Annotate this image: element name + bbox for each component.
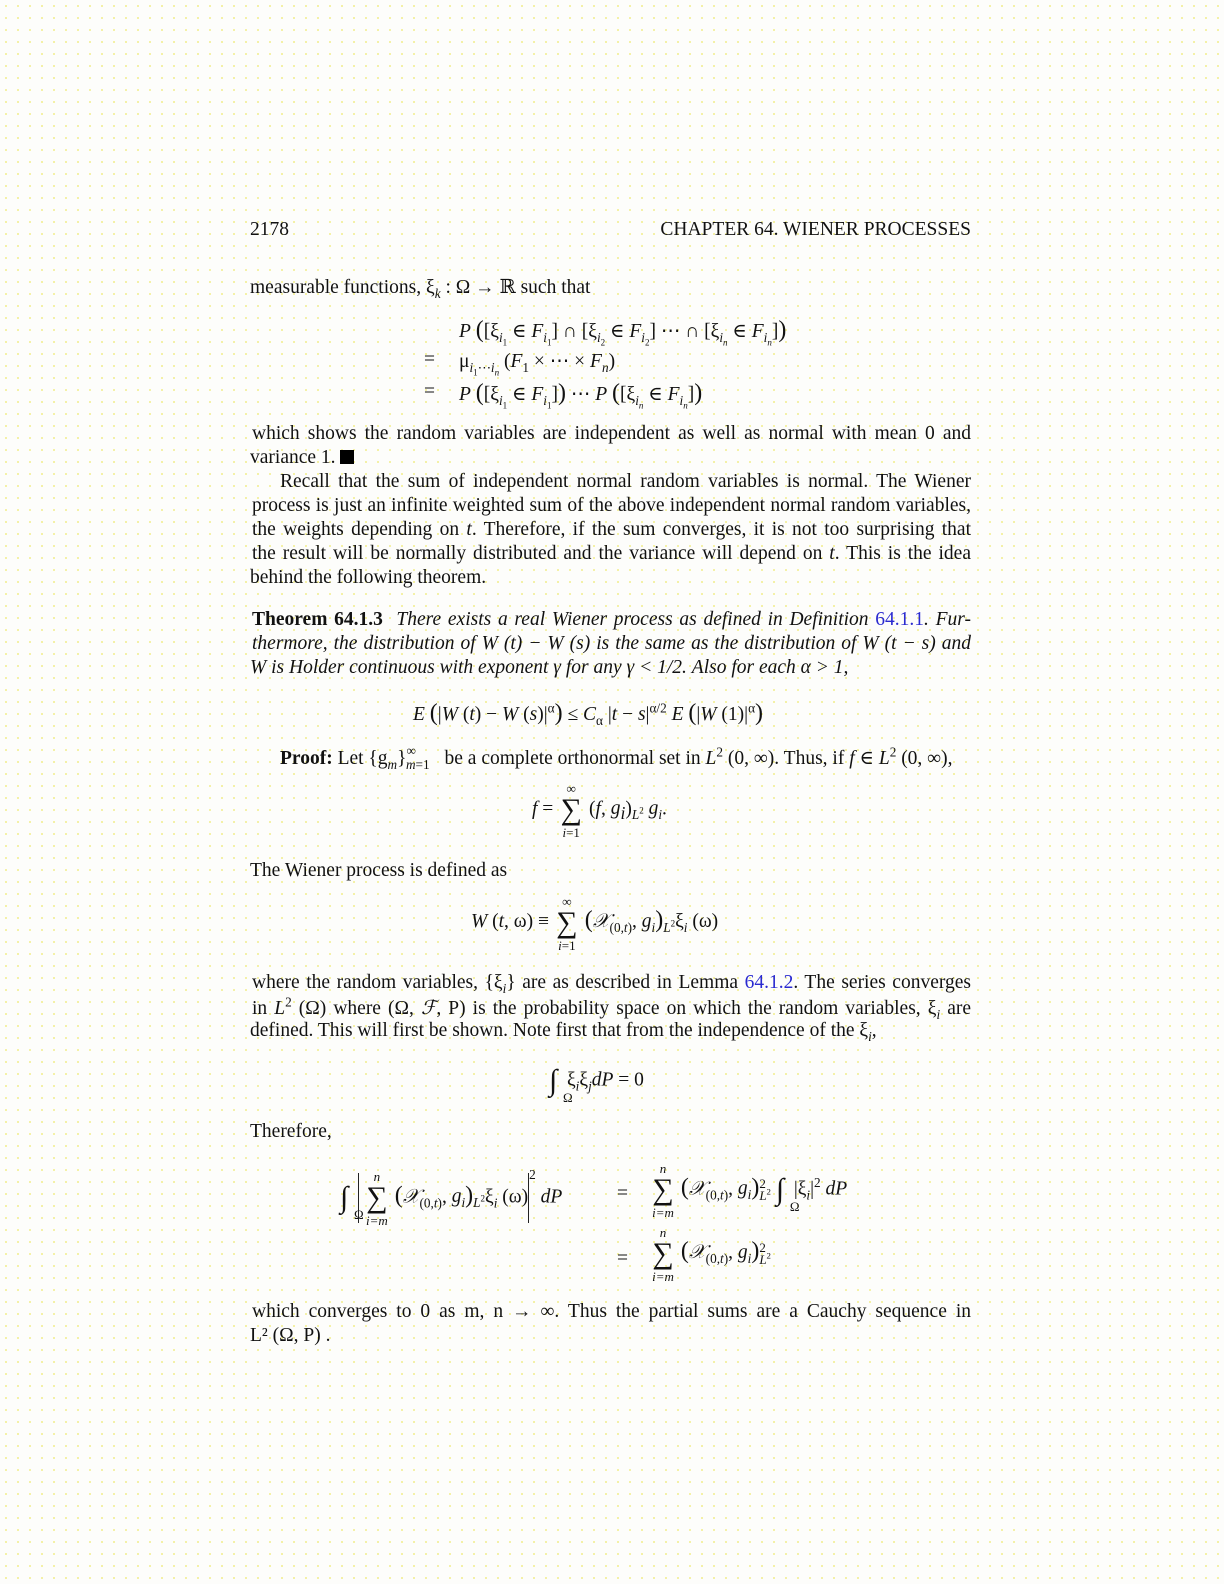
- intro-text: measurable functions,: [250, 277, 426, 298]
- proof-text-b: be a complete orthonormal set in: [439, 748, 706, 769]
- equation-orthogonality: ∫ Ω $\xi_i\xi_jdP = 0$: [549, 1064, 644, 1105]
- para3-line2a: in: [252, 998, 275, 1019]
- para1-line2-text: variance 1.: [250, 447, 336, 468]
- para2-line2: process is just an infinite weighted sum of the above independent normal random variables,: [252, 495, 971, 516]
- para1-line2: [250, 447, 354, 469]
- eq1-row2: $\mu_{i_1\cdots i_n}$ ($F_1$ × ⋯ × $F_n$): [459, 351, 616, 378]
- proof-text-a: Let {g: [332, 748, 388, 769]
- therefore-text: Therefore,: [250, 1121, 332, 1142]
- sum-symbol-icon: n ∑ i=m: [365, 1169, 388, 1228]
- para2-line4a: the result will be normally distributed and the variance will depend on: [252, 543, 830, 564]
- para2-line3a: the weights depending on: [252, 519, 467, 540]
- para3-line2b: where (Ω,: [326, 998, 421, 1019]
- para3-line1c: . The series converges: [793, 972, 971, 993]
- theorem-text-1a: There exists a real Wiener process as defined in Definition: [396, 609, 876, 630]
- integral-symbol-icon: ∫ Ω: [775, 1173, 800, 1214]
- cauchy-rhs-1: n ∑ i=m (𝒳$_{(0,t)}$, $g_i)2$ $L^2$ ∫ Ω $|\xi_i|^2$ dP: [650, 1173, 847, 1207]
- para1-line1: which shows the random variables are independent as well as normal with mean 0 and: [252, 423, 971, 444]
- theorem-line3: W is Holder continuous with exponent γ for any γ < 1/2. Also for each α > 1,: [250, 657, 849, 678]
- para2-line1: Recall that the sum of independent normal random variables is normal. The Wiener: [280, 471, 971, 492]
- para2-line5: behind the following theorem.: [250, 567, 487, 588]
- integral-symbol-icon: ∫ Ω: [549, 1064, 573, 1105]
- eq1-equals-1: =: [424, 349, 435, 370]
- para3-line1a: where the random variables, {ξ: [252, 972, 503, 993]
- definition-link[interactable]: 64.1.1: [875, 609, 925, 630]
- chapter-title: CHAPTER 64. WIENER PROCESSES: [660, 219, 971, 240]
- sum-symbol-icon: n ∑ i=m: [652, 1161, 674, 1220]
- proof-text-c: . Thus, if: [774, 748, 850, 769]
- eq1-row1: P ([$\xi_{i_1}$ ∈ $F_{i_1}$] ∩ [$\xi_{i_2}$ ∈ $F_{i_2}$] ⋯ ∩ [$\xi_{i_n}$ ∈ $F_{i_n}$]): [459, 317, 787, 348]
- para3-line1: where the random variables, $\{\xi_i\}$ are as described in Lemma 64.1.2. The series converges: [252, 972, 971, 996]
- proof-label: Proof:: [280, 748, 333, 769]
- para2-line3: the weights depending on t. Therefore, if the sum converges, it is not too surprising that: [252, 519, 972, 540]
- cauchy-rhs-2: n ∑ i=m (𝒳$_{(0,t)}$, $g_i)2$ $L^2$: [650, 1238, 771, 1269]
- intro-text-after: such that: [515, 277, 591, 298]
- para4-line2: L² (Ω, P) .: [250, 1325, 331, 1346]
- equation-wiener-definition: W (t, ω) ≡ ∞ ∑ i=1 (𝒳$_{(0,t)}$, $g_i)_{L^2}\xi_i$ (ω): [471, 893, 719, 953]
- para3-line1b: } are as described in Lemma: [506, 972, 745, 993]
- eq1-row3: P ([$\xi_{i_1}$ ∈ $F_{i_1}$]) ⋯ P ([$\xi_{i_n}$ ∈ $F_{i_n}$]): [459, 380, 703, 411]
- theorem-line1: [252, 609, 971, 631]
- theorem-text-1b: . Fur-: [924, 609, 971, 630]
- para2-line3b: . Therefore, if the sum converges, it is not too surprising that: [471, 519, 972, 540]
- para2-line4b: . This is the idea: [834, 543, 971, 564]
- cauchy-equals-2: =: [617, 1248, 628, 1269]
- sum-symbol-icon: ∞ ∑ i=1: [560, 781, 582, 840]
- theorem-line2: thermore, the distribution of W (t) − W (s) is the same as the distribution of W (t − s) and: [252, 633, 971, 654]
- para3-line2: in $L^2$ (Ω) where (Ω, ℱ, P) is the probability space on which the random variables, $\xi_i$ are: [252, 994, 971, 1022]
- equation-moment-bound: E (|W (t) − W $(s)|^\alpha) \le C_\alpha$ $|t - s|^{\alpha/2}$ E (|W $(1)|^\alpha$): [413, 700, 764, 728]
- para3-line2d: are: [940, 998, 971, 1019]
- para4-line1: which converges to 0 as m, n → ∞. Thus the partial sums are a Cauchy sequence in: [252, 1301, 971, 1322]
- wiener-intro: The Wiener process is defined as: [250, 860, 508, 881]
- cauchy-lhs: ∫ Ω n ∑ i=m (𝒳$_{(0,t)}$, $g_i)_{L^2}\xi_i$ $(\omega)^2$ dP: [340, 1166, 563, 1228]
- qed-square-icon: [340, 450, 354, 464]
- intro-line: [250, 275, 590, 299]
- math-xi-k: $\xi_k$ : Ω → ℝ: [426, 277, 516, 301]
- para3-line3-text: defined. This will first be shown. Note first that from the independence of the ξ: [250, 1020, 869, 1041]
- cauchy-equals-1: =: [617, 1183, 628, 1204]
- eq1-equals-2: =: [424, 381, 435, 402]
- sum-symbol-icon: ∞ ∑ i=1: [556, 893, 578, 953]
- integral-symbol-icon: ∫ Ω: [340, 1181, 364, 1222]
- theorem-label: Theorem 64.1.3: [252, 609, 383, 630]
- page-number: 2178: [250, 219, 289, 240]
- lemma-link[interactable]: 64.1.2: [744, 972, 794, 993]
- para3-line3: defined. This will first be shown. Note first that from the independence of the $\xi_i$,: [250, 1020, 877, 1044]
- para3-line2c: , P) is the probability space on which the random variables, ξ: [436, 998, 937, 1019]
- equation-expansion: f = ∞ ∑ i=1 (f, $g_i)_{L^2}$ $g_i$.: [532, 781, 667, 840]
- proof-text-d: ,: [947, 748, 953, 769]
- proof-line: Proof: Let $\{g_m\}^\infty_{m=1}$ be a complete orthonormal set in $L^2$ (0, ∞). Thus, if f ∈ $L^2$ (0, ∞),: [280, 742, 953, 772]
- para2-line4: the result will be normally distributed and the variance will depend on t. This is the idea: [252, 543, 971, 564]
- sum-symbol-icon: n ∑ i=m: [652, 1224, 674, 1284]
